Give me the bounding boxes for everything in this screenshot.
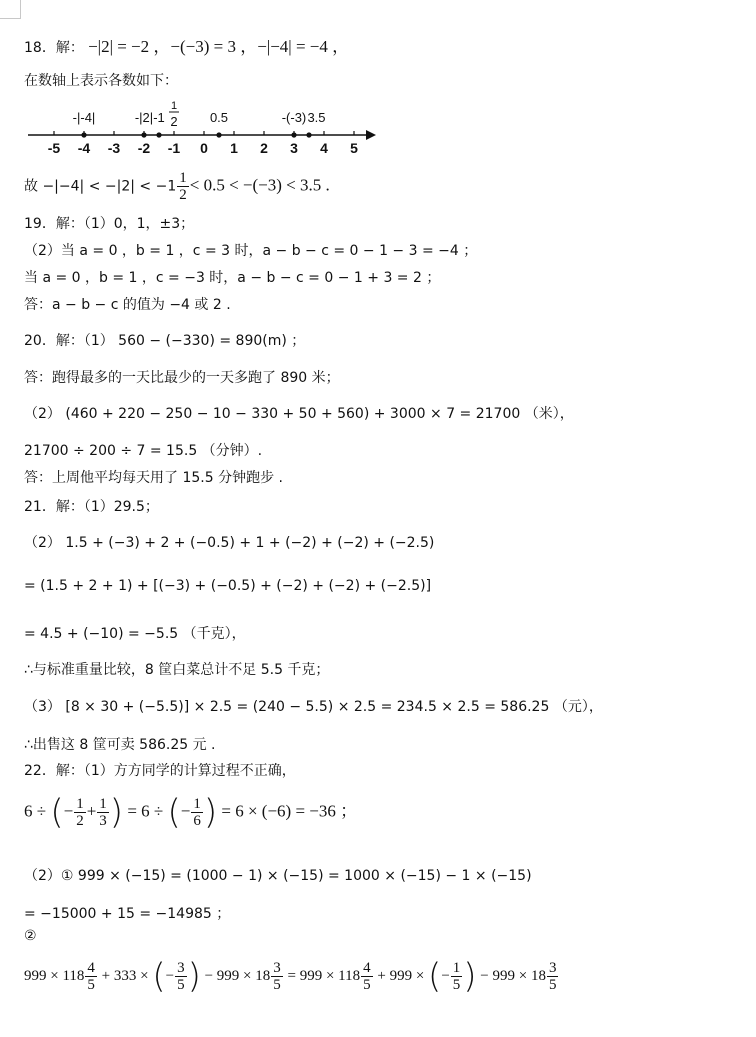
number-line-point [156, 132, 161, 137]
q20-line2: 答：跑得最多的一天比最少的一天多跑了 890 米； [24, 370, 340, 386]
number-line-point [81, 132, 86, 137]
number-line-tick-label: -4 [77, 140, 91, 156]
q18-conc-b: < 0.5 < −(−3) < 3.5 . [189, 175, 330, 195]
number-line-tick-label: -3 [107, 140, 121, 156]
fraction-1-3: $\frac{1}{3}$ [99, 796, 107, 829]
number-line-tick-label: -5 [47, 140, 61, 156]
q18-conc-a: 故 −|−4| < −|2| < −1 [24, 178, 177, 195]
number-line-value-label: -1 [153, 110, 165, 125]
fraction-1-2: $\frac{1}{2}$ [179, 170, 187, 203]
q22-line6-a: 999 × 118 [24, 967, 85, 984]
q21-line4: = 4.5 + (−10) = −5.5 （千克）， [24, 626, 246, 642]
q21-line5: ∴与标准重量比较，8 筐白菜总计不足 5.5 千克； [24, 662, 330, 678]
fraction-4-5: $\frac{4}{5}$ [363, 960, 371, 993]
q21-line7: ∴出售这 8 筐可卖 586.25 元 . [24, 737, 216, 753]
number-line-tick-label: -1 [167, 140, 181, 156]
q18-text: 在数轴上表示各数如下： [24, 73, 178, 89]
number-line-value-label: 2 [170, 114, 178, 129]
q22-line6-minus-1: − [165, 967, 175, 984]
number-line-tick-label: 0 [200, 140, 208, 156]
number-line-fraction-numerator: 1 [170, 100, 178, 112]
number-line-value-label: 3.5 [307, 110, 326, 125]
number-line [24, 100, 384, 160]
q22-line6-lparen-1: ( [152, 956, 166, 997]
q21-line1: 21．解：（1）29.5； [24, 499, 159, 515]
q18-math: −|2| = −2 ，−(−3) = 3 ，−|−4| = −4 ， [88, 37, 350, 56]
number-line-point [141, 132, 146, 137]
q22-line6-rparen-1: ) [187, 956, 201, 997]
fraction-3-5: $\frac{3}{5}$ [273, 960, 281, 993]
fraction-3-5: $\frac{3}{5}$ [548, 960, 557, 993]
number-line-point [306, 132, 311, 137]
q22-line2-a: 6 ÷ [24, 801, 47, 821]
q22-line6-b: + 333 × [101, 967, 149, 984]
q21-line3: = (1.5 + 2 + 1) + [(−3) + (−0.5) + (−2) + (−2) + (−2.5)] [24, 578, 432, 594]
number-line-tick-label: 1 [230, 140, 238, 156]
number-line-point [216, 132, 221, 137]
q22-line2-rparen-2: ) [203, 792, 218, 833]
q18-conclusion [24, 170, 330, 203]
number-line-tick-label: -2 [137, 140, 151, 156]
q20-line1: 20．解：（1） 560 − (−330) = 890(m) ； [24, 333, 306, 349]
fraction-1-2: $\frac{1}{2}$ [76, 796, 84, 829]
q20-line5: 答：上周他平均每天用了 15.5 分钟跑步 . [24, 470, 283, 486]
q22-line2-rparen-1: ) [109, 792, 124, 833]
q22-line2-b: = 6 ÷ [127, 801, 164, 821]
fraction-1-5: $\frac{1}{5}$ [452, 960, 461, 993]
q22-line3: （2）① 999 × (−15) = (1000 − 1) × (−15) = 1000 × (−15) − 1 × (−15) [24, 868, 532, 884]
q20-line3: （2） (460 + 220 − 250 − 10 − 330 + 50 + 560) + 3000 × 7 = 21700 （米）， [24, 406, 574, 422]
q21-line2: （2） 1.5 + (−3) + 2 + (−0.5) + 1 + (−2) + (−2) + (−2.5) [24, 535, 435, 551]
number-line-arrow-icon [366, 130, 376, 140]
q22-line6 [24, 956, 559, 997]
q18-line [24, 32, 349, 57]
q22-line6-lparen-2: ( [428, 956, 442, 997]
number-line-tick-label: 4 [320, 140, 328, 156]
q19-line4: 答：a − b − c 的值为 −4 或 2 . [24, 297, 231, 313]
q22-line2-plus: + [86, 801, 97, 821]
q22-line4: = −15000 + 15 = −14985 ； [24, 906, 231, 922]
q22-line6-rparen-2: ) [463, 956, 477, 997]
q22-line6-f: − 999 × 18 [480, 967, 546, 984]
q22-line2-lparen-2: ( [167, 792, 181, 833]
q19-line3: 当 a = 0 ，b = 1 ，c = −3 时，a − b − c = 0 − 1 + 3 = 2 ； [24, 270, 441, 286]
number-line-value-label: 0.5 [209, 110, 229, 125]
number-line-value-label: -|2| [134, 110, 154, 125]
q22-line5: ② [24, 928, 37, 944]
q22-line2-minus-2: − [180, 801, 191, 821]
q22-line6-c: − 999 × 18 [204, 967, 271, 984]
q22-line2-minus-1: − [63, 801, 74, 821]
page-corner-marker [0, 0, 21, 19]
q22-line6-minus-2: − [441, 967, 450, 984]
number-line-value-label: -(-3) [281, 110, 307, 125]
number-line-point [291, 132, 296, 137]
fraction-4-5: $\frac{4}{5}$ [87, 960, 95, 993]
fraction-3-5: $\frac{3}{5}$ [177, 960, 185, 993]
number-line-labels [73, 100, 326, 129]
number-line-value-label: -|-4| [72, 110, 96, 125]
q20-line4: 21700 ÷ 200 ÷ 7 = 15.5 （分钟）. [24, 443, 263, 459]
q22-line6-e: + 999 × [377, 967, 425, 984]
number-line-tick-label: 5 [350, 140, 358, 156]
q22-line6-d: = 999 × 118 [287, 967, 361, 984]
q22-line1: 22．解：（1）方方同学的计算过程不正确， [24, 763, 296, 779]
number-line-tick-label: 2 [260, 140, 268, 156]
q22-line2 [24, 792, 358, 833]
q18-head: 18．解： [24, 40, 84, 56]
q22-line2-lparen-1: ( [50, 792, 64, 833]
number-line-tick-label: 3 [290, 140, 298, 156]
q22-line2-c: = 6 × (−6) = −36 ； [221, 801, 358, 821]
q19-line1: 19．解：（1）0，1，±3； [24, 216, 195, 232]
fraction-1-6: $\frac{1}{6}$ [193, 796, 201, 829]
q21-line6: （3） [8 × 30 + (−5.5)] × 2.5 = (240 − 5.5) × 2.5 = 234.5 × 2.5 = 586.25 （元）， [24, 699, 603, 715]
q19-line2: （2）当 a = 0 ，b = 1 ，c = 3 时，a − b − c = 0 − 1 − 3 = −4 ； [24, 243, 478, 259]
